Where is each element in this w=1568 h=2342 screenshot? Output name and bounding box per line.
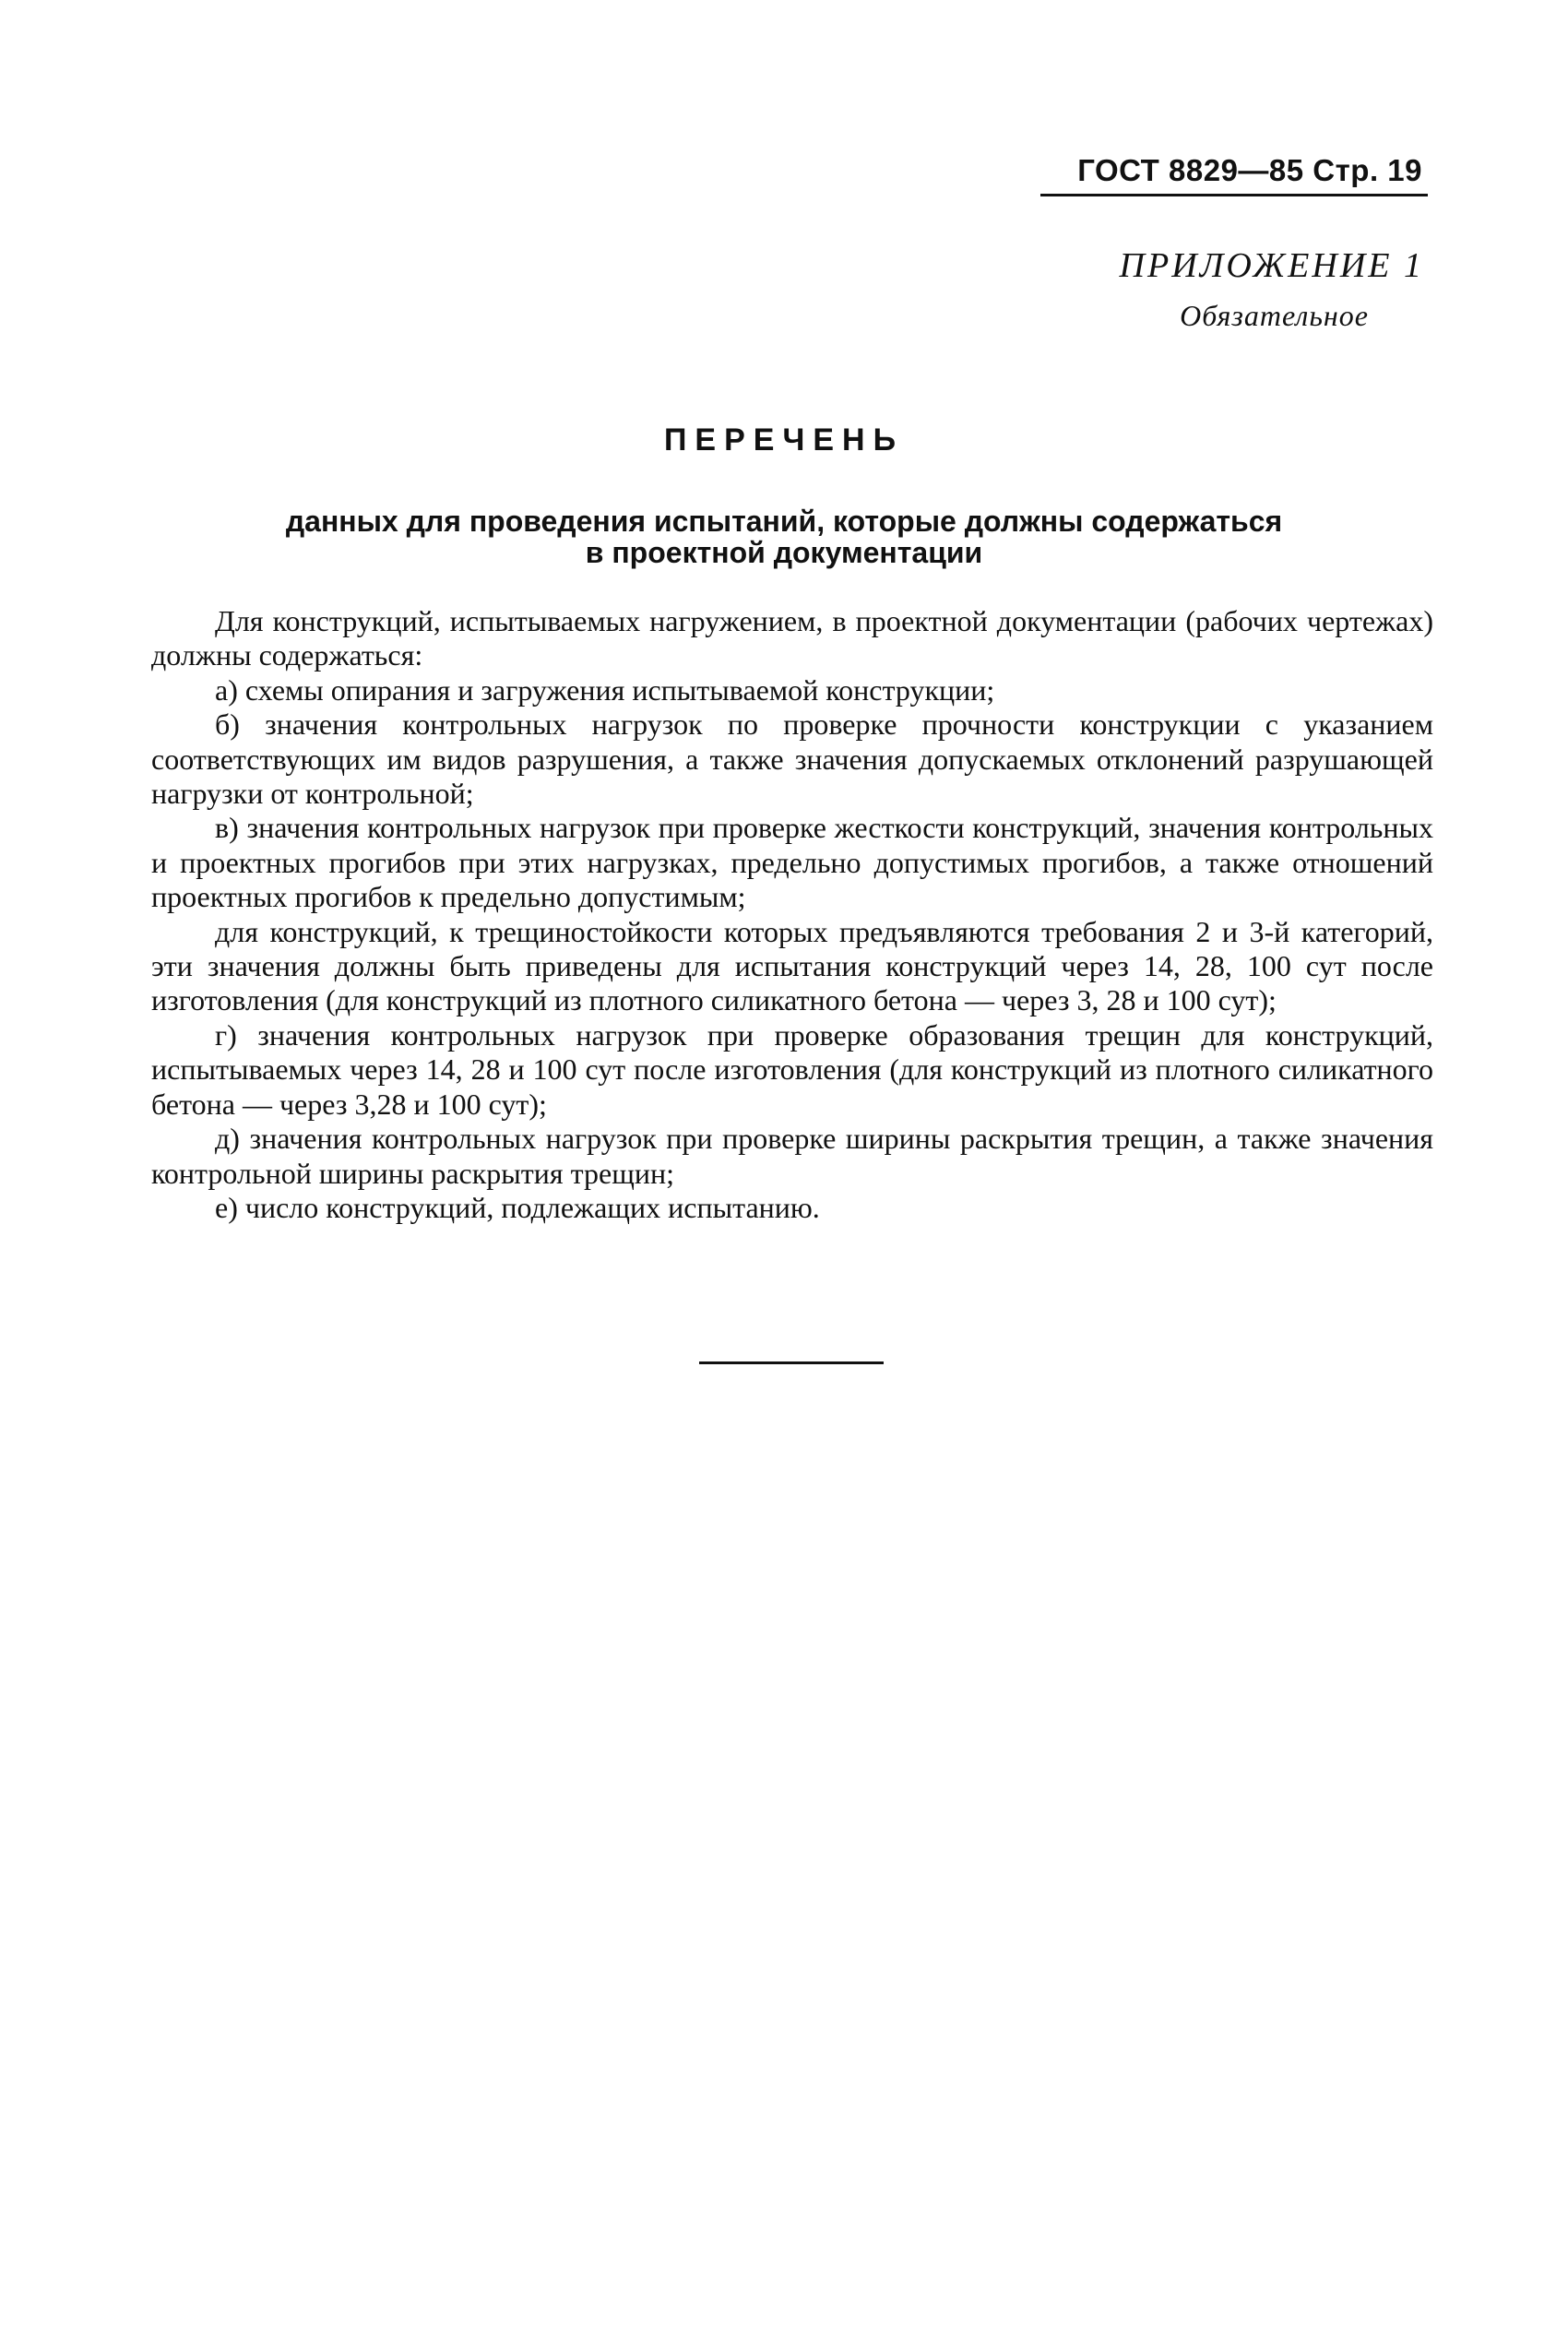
list-item-v: в) значения контрольных нагрузок при проверке жесткости конструкций, значения контрольных и проектных прогибов при этих нагрузках, предельно допустимых прогибов, а также отношений проектных прогибов к предельно допустимым; — [151, 811, 1433, 914]
list-item-d: д) значения контрольных нагрузок при проверке ширины раскрытия трещин, а также значения контрольной ширины раскрытия трещин; — [151, 1122, 1433, 1190]
appendix-status: Обязательное — [1180, 299, 1369, 332]
list-item-g: г) значения контрольных нагрузок при проверке образования трещин для конструкций, испытываемых через 14, 28 и 100 сут после изготовления (для конструкций из плотного силикатного бетона — через 3,28 и 100 сут); — [151, 1017, 1433, 1121]
subtitle-line-1: данных для проведения испытаний, которые должны содержаться — [285, 505, 1283, 538]
body-text — [151, 604, 1433, 1225]
crack-resistance-paragraph: для конструкций, к трещиностойкости которых предъявляются требования 2 и 3-й категорий, эти значения должны быть приведены для испытания конструкций через 14, 28, 100 сут после изготовления (для конструкций из плотного силикатного бетона — через 3, 28 и 100 сут); — [151, 914, 1433, 1017]
list-item-b: б) значения контрольных нагрузок по проверке прочности конструкции с указанием соответствующих им видов разрушения, а также значения допускаемых отклонений разрушающей нагрузки от контрольной; — [151, 707, 1433, 811]
subtitle-line-2: в проектной документации — [585, 536, 983, 569]
appendix-label: ПРИЛОЖЕНИЕ 1 — [1119, 246, 1424, 285]
document-subtitle — [231, 505, 1337, 568]
header-rule — [1040, 194, 1428, 196]
page-header — [1040, 153, 1428, 196]
list-item-a: а) схемы опирания и загружения испытываемой конструкции; — [215, 672, 995, 707]
list-item-e: е) число конструкций, подлежащих испытанию. — [215, 1190, 820, 1224]
intro-paragraph: Для конструкций, испытываемых нагружением, в проектной документации (рабочих чертежах) должны содержаться: — [151, 604, 1433, 672]
document-title: ПЕРЕЧЕНЬ — [663, 422, 905, 458]
standard-page-number: ГОСТ 8829—85 Стр. 19 — [1077, 153, 1422, 187]
end-divider — [699, 1361, 884, 1364]
appendix-block — [1042, 245, 1430, 333]
